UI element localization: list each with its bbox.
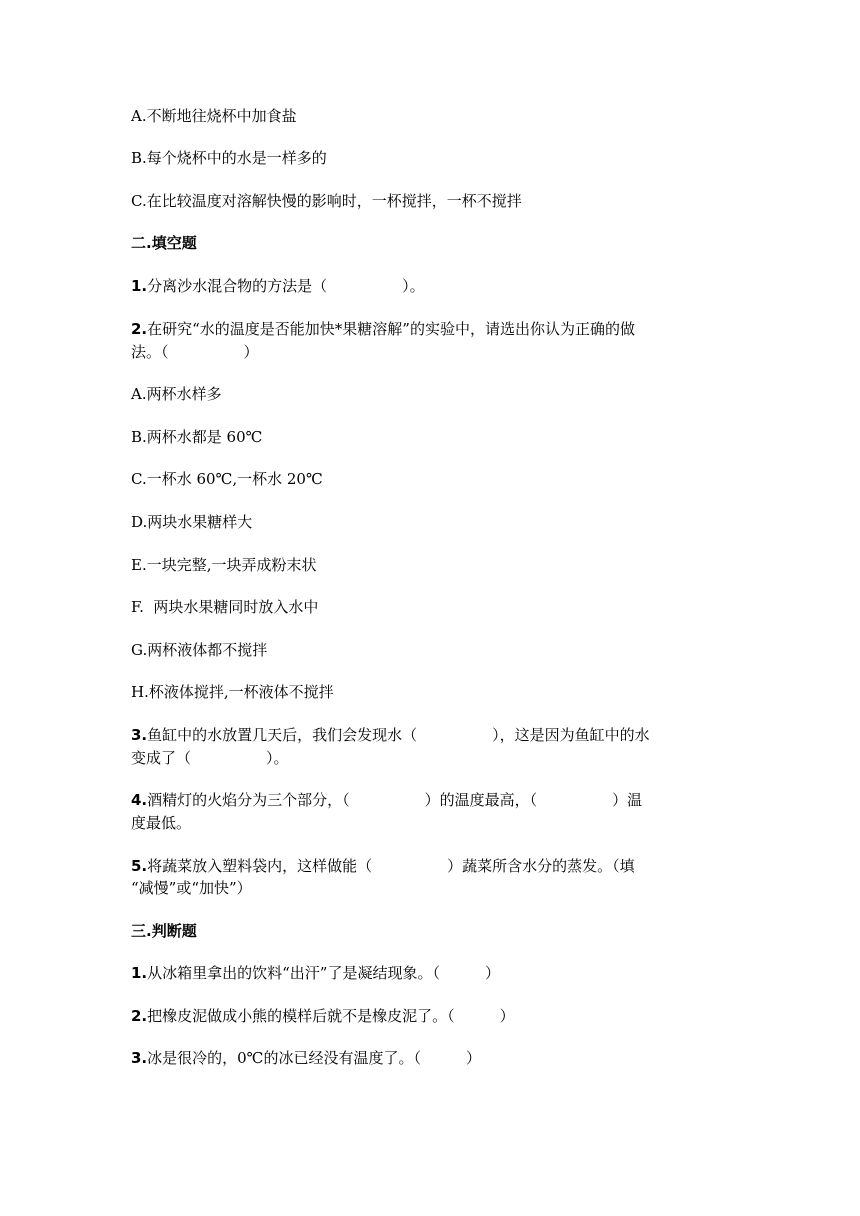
question-number: 3. (131, 726, 148, 744)
question-text: 把橡皮泥做成小熊的模样后就不是橡皮泥了。（ ） (147, 1007, 515, 1025)
option-c: C.在比较温度对溶解快慢的影响时，一杯搅拌，一杯不搅拌 (131, 192, 522, 210)
question-number: 1. (131, 964, 148, 982)
section-heading-judgement: 三.判断题 (131, 922, 197, 940)
option-a: A.不断地往烧杯中加食盐 (131, 107, 297, 125)
question-number: 4. (131, 791, 148, 809)
question-text: 鱼缸中的水放置几天后，我们会发现水（ ），这是因为鱼缸中的水 (147, 726, 650, 744)
question-number: 5. (131, 857, 148, 875)
question-fill-3-line2: 变成了（ ）。 (131, 749, 289, 767)
option-b: B.每个烧杯中的水是一样多的 (131, 149, 327, 167)
question-judge-3 (131, 1047, 481, 1069)
question-fill-2-line2: 法。（ ） (131, 343, 259, 361)
q2-option-g: G.两杯液体都不搅拌 (131, 641, 268, 659)
question-fill-4-line2: 度最低。 (131, 814, 192, 832)
question-text: 分离沙水混合物的方法是（ ）。 (147, 277, 425, 295)
question-fill-5-line1 (131, 855, 635, 877)
question-text: 冰是很冷的，0℃的冰已经没有温度了。（ ） (147, 1049, 481, 1067)
question-number: 2. (131, 320, 148, 338)
q2-option-e: E.一块完整,一块弄成粉末状 (131, 556, 317, 574)
question-text: 从冰箱里拿出的饮料“出汗”了是凝结现象。（ ） (147, 964, 500, 982)
q2-option-b: B.两杯水都是 60℃ (131, 428, 263, 446)
q2-option-a: A.两杯水样多 (131, 385, 222, 403)
question-number: 1. (131, 277, 148, 295)
section-heading-fill-blank: 二.填空题 (131, 234, 197, 252)
question-text: 酒精灯的火焰分为三个部分，（ ）的温度最高，（ ）温 (147, 791, 643, 809)
question-fill-4-line1 (131, 789, 642, 811)
q2-option-c: C.一杯水 60℃,一杯水 20℃ (131, 470, 323, 488)
question-text: 将蔬菜放入塑料袋内，这样做能（ ）蔬菜所含水分的蒸发。（填 (147, 857, 635, 875)
question-fill-1 (131, 275, 425, 297)
question-number: 3. (131, 1049, 148, 1067)
question-text: 在研究“水的温度是否能加快*果糖溶解”的实验中，请选出你认为正确的做 (147, 320, 635, 338)
question-judge-2 (131, 1005, 515, 1027)
q2-option-f: F. 两块水果糖同时放入水中 (131, 598, 319, 616)
q2-option-d: D.两块水果糖样大 (131, 513, 253, 531)
question-fill-3-line1 (131, 724, 650, 746)
q2-option-h: H.杯液体搅拌,一杯液体不搅拌 (131, 683, 334, 701)
question-number: 2. (131, 1007, 148, 1025)
question-fill-5-line2: “减慢”或“加快”） (131, 879, 252, 897)
question-fill-2-line1 (131, 318, 635, 340)
question-judge-1 (131, 962, 500, 984)
